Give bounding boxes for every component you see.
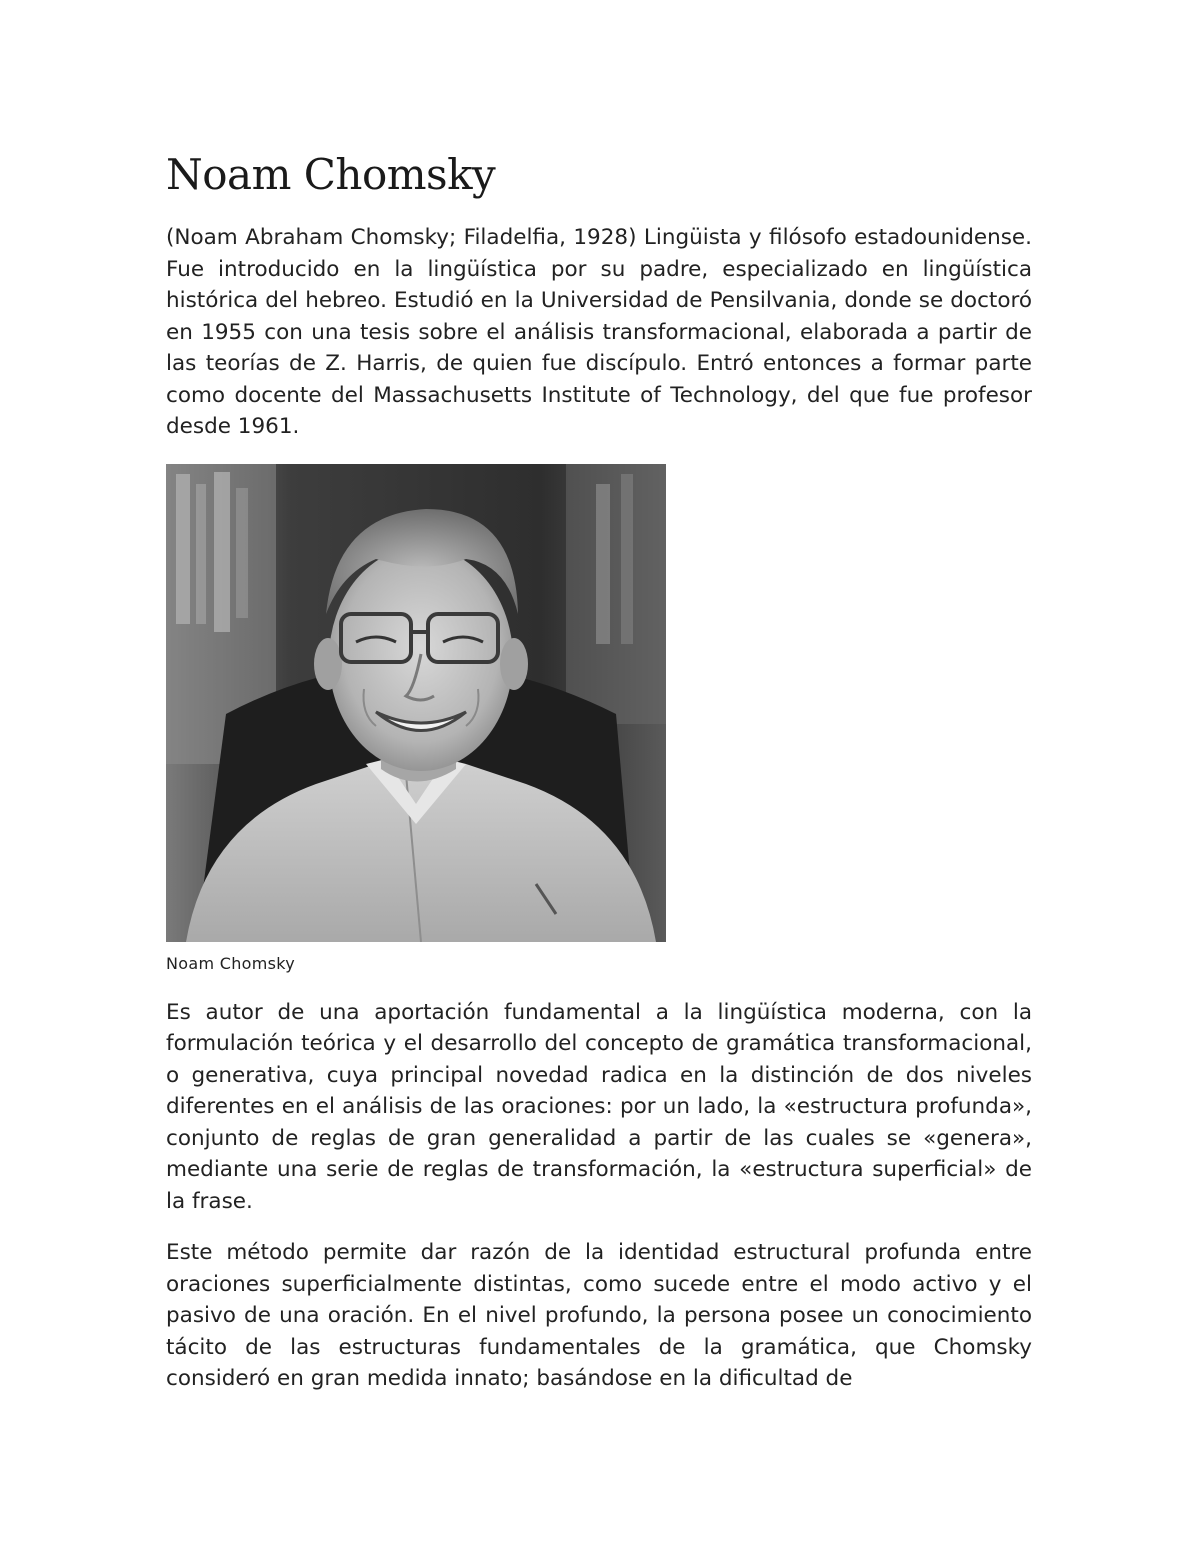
portrait-photo	[166, 464, 666, 942]
portrait-figure	[166, 464, 666, 973]
paragraph-grammar: Es autor de una aportación fundamental a la lingüística moderna, con la formulación teórica y el desarrollo del concepto de gramática transformacional, o generativa, cuya principal novedad radica en la distinción de dos niveles diferentes en el análisis de las oraciones: por un lado, la «estructura profunda», conjunto de reglas de gran generalidad a partir de las cuales se «genera», mediante una serie de reglas de transformación, la «estructura superficial» de la frase.	[166, 999, 1032, 1214]
figure-caption: Noam Chomsky	[166, 953, 296, 973]
document-content	[166, 150, 1032, 1395]
page-title: Noam Chomsky	[166, 150, 496, 199]
paragraph-method: Este método permite dar razón de la identidad estructural profunda entre oraciones superficialmente distintas, como sucede entre el modo activo y el pasivo de una oración. En el nivel profundo, la persona posee un conocimiento tácito de las estructuras fundamentales de la gramática, que Chomsky consideró en gran medida innato; basándose en la dificultad de	[166, 1240, 1032, 1392]
paragraph-intro: (Noam Abraham Chomsky; Filadelfia, 1928) Lingüista y filósofo estadounidense. Fue introducido en la lingüística por su padre, especializado en lingüística histórica del hebreo. Estudió en la Universidad de Pensilvania, donde se doctoró en 1955 con una tesis sobre el análisis transformacional, elaborada a partir de las teorías de Z. Harris, de quien fue discípulo. Entró entonces a formar parte como docente del Massachusetts Institute of Technology, del que fue profesor desde 1961.	[166, 225, 1032, 440]
